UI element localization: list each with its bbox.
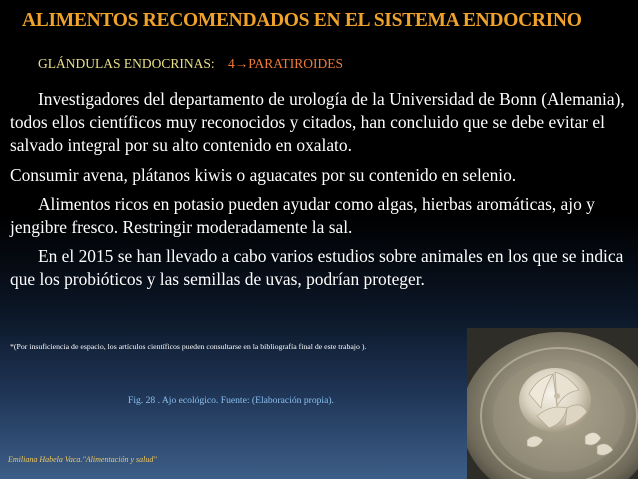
paragraph-selenium: Consumir avena, plátanos kiwis o aguacates por su contenido en selenio. <box>10 164 517 185</box>
slide-subtitle <box>38 56 343 72</box>
figure-caption: Fig. 28 . Ajo ecológico. Fuente: (Elaboración propia). <box>128 395 334 406</box>
author-credit: Emiliana Habela Vaca."Alimentación y salud" <box>8 455 157 464</box>
subtitle-section: 4→PARATIROIDES <box>228 56 344 71</box>
paragraph-probiotics: En el 2015 se han llevado a cabo varios estudios sobre animales en los que se indica que los probióticos y las semillas de uvas, podrían proteger. <box>10 246 624 290</box>
footnote: *(Por insuficiencia de espacio, los artículos científicos pueden consultarse en la bibliografía final de este trabajo ). <box>10 342 367 351</box>
garlic-photo <box>467 328 638 479</box>
paragraph-potassium: Alimentos ricos en potasio pueden ayudar como algas, hierbas aromáticas, ajo y jengibre fresco. Restringir moderadamente la sal. <box>10 193 595 238</box>
paragraph-bonn-study: Investigadores del departamento de urología de la Universidad de Bonn (Alemania), todos ellos científicos muy reconocidos y citados, han concluido que se debe evitar el salvado integral por su alto contenido en oxalato. <box>10 89 625 156</box>
slide-title: ALIMENTOS RECOMENDADOS EN EL SISTEMA ENDOCRINO <box>22 10 582 31</box>
garlic-bulb <box>519 368 591 432</box>
subtitle-label: GLÁNDULAS ENDOCRINAS: <box>38 56 215 71</box>
slide-body <box>10 88 630 292</box>
